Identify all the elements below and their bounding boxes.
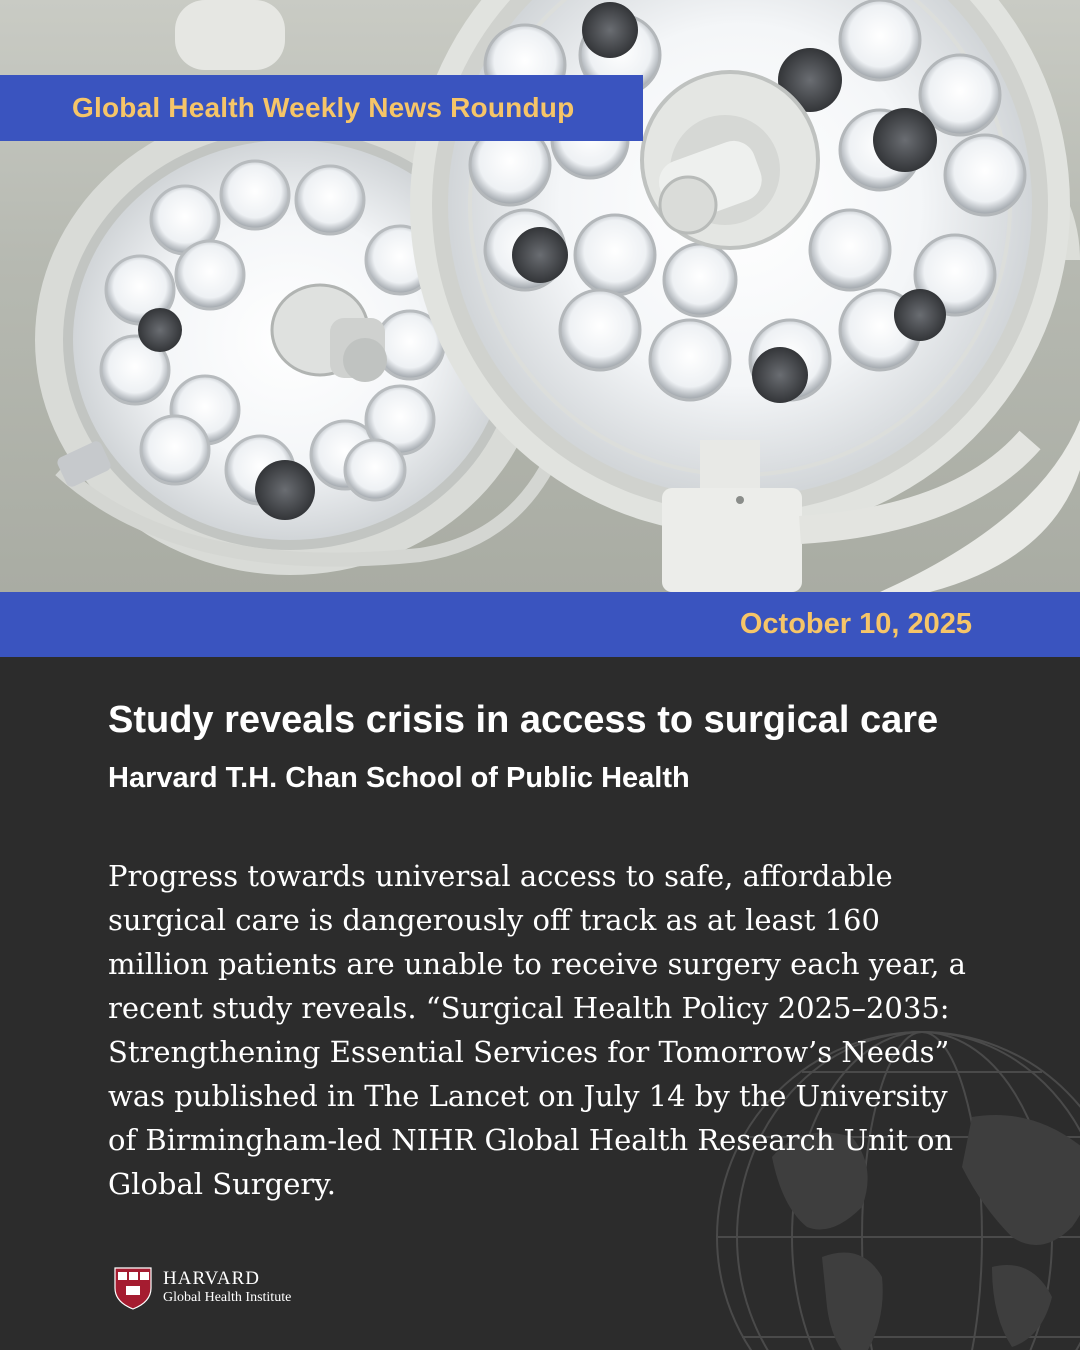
publish-date: October 10, 2025 [739,608,972,640]
harvard-shield-icon [113,1266,153,1310]
article-headline: Study reveals crisis in access to surgical care [108,699,939,741]
article-source: Harvard T.H. Chan School of Public Health [108,762,690,794]
series-banner [0,75,643,141]
logo-subtitle: Global Health Institute [163,1290,292,1305]
series-title: Global Health Weekly News Roundup [72,92,575,123]
article-summary: Progress towards universal access to safe, affordable surgical care is dangerously off track as at least 160 million patients are unable to receive surgery each year, a recent study reveals. “Surgical Health Policy 2025–2035: Strengthening Essential Services for Tomorrow’s Needs” was published in The Lancet on July 14 by the University of Birmingham-led NIHR Global Health Research Unit on Global Surgery. [108,859,966,1201]
date-bar [0,592,1080,657]
logo-name: HARVARD [163,1268,260,1289]
article-panel [0,657,1080,1350]
harvard-ghi-logo [113,1266,291,1310]
